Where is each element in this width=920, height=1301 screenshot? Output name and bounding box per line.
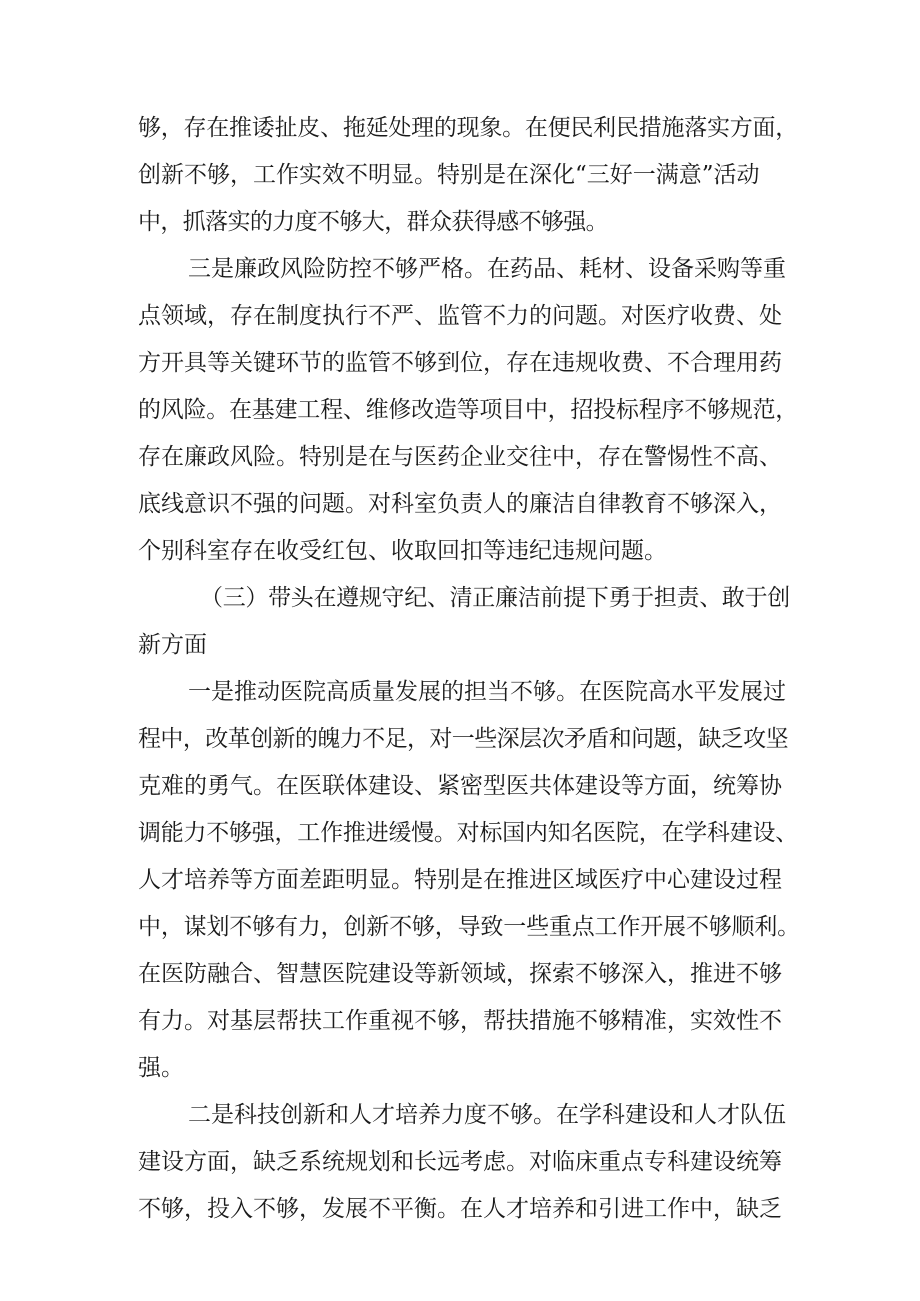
text-line: 存在廉政风险。特别是在与医药企业交往中，存在警惕性不高、 [138, 444, 782, 470]
text-line: 调能力不够强，工作推进缓慢。对标国内知名医院，在学科建设、 [138, 820, 798, 846]
text-line: 有力。对基层帮扶工作重视不够，帮扶措施不够精准，实效性不 [138, 1008, 782, 1034]
section-heading: （三）带头在遵规守纪、清正廉洁前提下勇于担责、敢于创 [200, 585, 791, 611]
paragraph-first-line: 三是廉政风险防控不够严格。在药品、耗材、设备采购等重 [188, 256, 786, 282]
paragraph-first-line: 一是推动医院高质量发展的担当不够。在医院高水平发展过 [188, 679, 786, 705]
text-line: 的风险。在基建工程、维修改造等项目中，招投标程序不够规范， [138, 397, 798, 423]
text-line: 创新不够，工作实效不明显。特别是在深化“三好一满意”活动 [138, 162, 760, 188]
text-line: 中，谋划不够有力，创新不够，导致一些重点工作开展不够顺利。 [138, 914, 801, 940]
text-line: 个别科室存在收受红包、收取回扣等违纪违规问题。 [138, 538, 667, 564]
section-heading-continued: 新方面 [138, 632, 207, 658]
text-line: 底线意识不强的问题。对科室负责人的廉洁自律教育不够深入， [138, 491, 782, 517]
paragraph-first-line: 二是科技创新和人才培养力度不够。在学科建设和人才队伍 [188, 1102, 786, 1128]
text-line: 不够，投入不够，发展不平衡。在人才培养和引进工作中，缺乏 [138, 1196, 782, 1222]
text-line: 人才培养等方面差距明显。特别是在推进区域医疗中心建设过程 [138, 867, 782, 893]
text-line: 在医防融合、智慧医院建设等新领域，探索不够深入，推进不够 [138, 961, 782, 987]
text-line: 中，抓落实的力度不够大，群众获得感不够强。 [138, 209, 609, 235]
text-line: 强。 [138, 1055, 184, 1081]
text-line: 方开具等关键环节的监管不够到位，存在违规收费、不合理用药 [138, 350, 782, 376]
text-line: 点领域，存在制度执行不严、监管不力的问题。对医疗收费、处 [138, 303, 782, 329]
text-line: 建设方面，缺乏系统规划和长远考虑。对临床重点专科建设统筹 [138, 1149, 782, 1175]
text-line: 程中，改革创新的魄力不足，对一些深层次矛盾和问题，缺乏攻坚 [138, 726, 789, 752]
text-line: 克难的勇气。在医联体建设、紧密型医共体建设等方面，统筹协 [138, 773, 782, 799]
text-line: 够，存在推诿扯皮、拖延处理的现象。在便民利民措施落实方面， [138, 115, 798, 141]
